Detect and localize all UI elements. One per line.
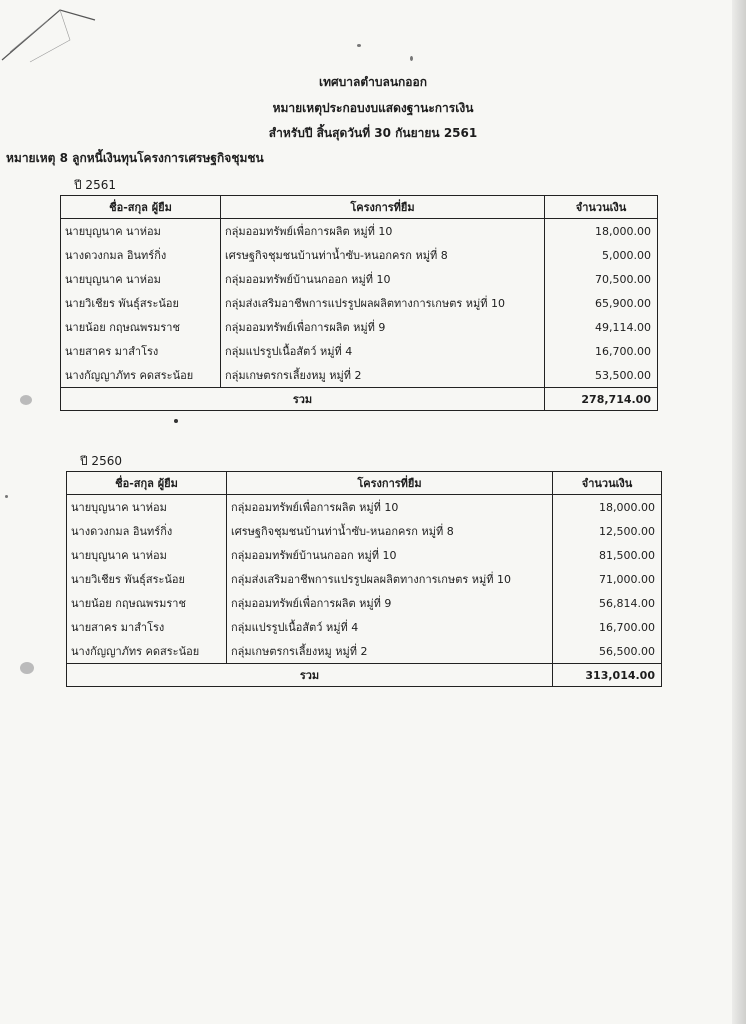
table-row	[61, 315, 658, 339]
column-header-amount: จำนวนเงิน	[545, 196, 658, 219]
scan-speck	[5, 495, 8, 498]
borrower-name: นายบุญนาค นาห่อม	[61, 219, 221, 244]
table-row	[67, 519, 662, 543]
project-name: กลุ่มส่งเสริมอาชีพการแปรรูปผลผลิตทางการเกษตร หมู่ที่ 10	[227, 567, 553, 591]
borrower-name: นายสาคร มาสำโรง	[67, 615, 227, 639]
total-row	[67, 664, 662, 687]
project-name: กลุ่มแปรรูปเนื้อสัตว์ หมู่ที่ 4	[221, 339, 545, 363]
table-row	[61, 339, 658, 363]
borrower-name: นายน้อย กฤษณพรมราช	[67, 591, 227, 615]
loan-amount: 16,700.00	[545, 339, 658, 363]
table-row	[67, 543, 662, 567]
loan-table-2560	[66, 471, 662, 687]
borrower-name: นายสาคร มาสำโรง	[61, 339, 221, 363]
table-header-row	[61, 196, 658, 219]
scan-speck	[20, 395, 32, 405]
loan-table-2561	[60, 195, 658, 411]
total-row	[61, 388, 658, 411]
loan-amount: 53,500.00	[545, 363, 658, 388]
table-row	[67, 495, 662, 520]
table-row	[61, 243, 658, 267]
column-header-amount: จำนวนเงิน	[553, 472, 662, 495]
table-row	[67, 567, 662, 591]
scan-speck	[357, 44, 361, 47]
loan-amount: 18,000.00	[545, 219, 658, 244]
year-2560-label: ปี 2560	[80, 454, 122, 468]
table-row	[61, 291, 658, 315]
table-header-row	[67, 472, 662, 495]
organization-name: เทศบาลตำบลนกออก	[319, 75, 427, 89]
borrower-name: นายวิเชียร พันธุ์สระน้อย	[67, 567, 227, 591]
column-header-name: ชื่อ-สกุล ผู้ยืม	[67, 472, 227, 495]
table-row	[61, 219, 658, 244]
total-label: รวม	[67, 664, 553, 687]
project-name: กลุ่มออมทรัพย์เพื่อการผลิต หมู่ที่ 10	[221, 219, 545, 244]
project-name: กลุ่มแปรรูปเนื้อสัตว์ หมู่ที่ 4	[227, 615, 553, 639]
project-name: กลุ่มออมทรัพย์เพื่อการผลิต หมู่ที่ 9	[221, 315, 545, 339]
borrower-name: นายน้อย กฤษณพรมราช	[61, 315, 221, 339]
column-header-project: โครงการที่ยืม	[227, 472, 553, 495]
table-row	[61, 363, 658, 388]
loan-amount: 70,500.00	[545, 267, 658, 291]
project-name: กลุ่มเกษตรกรเลี้ยงหมู หมู่ที่ 2	[227, 639, 553, 664]
project-name: กลุ่มออมทรัพย์เพื่อการผลิต หมู่ที่ 9	[227, 591, 553, 615]
table-row	[67, 591, 662, 615]
loan-amount: 12,500.00	[553, 519, 662, 543]
scan-speck	[410, 56, 413, 61]
loan-amount: 81,500.00	[553, 543, 662, 567]
project-name: เศรษฐกิจชุมชนบ้านท่าน้ำซับ-หนอกครก หมู่ที่ 8	[221, 243, 545, 267]
borrower-name: นายวิเชียร พันธุ์สระน้อย	[61, 291, 221, 315]
loan-amount: 49,114.00	[545, 315, 658, 339]
borrower-name: นางดวงกมล อินทร์กิ่ง	[67, 519, 227, 543]
scan-speck	[174, 419, 178, 423]
table-row	[61, 267, 658, 291]
scan-edge-shadow	[732, 0, 746, 1024]
column-header-project: โครงการที่ยืม	[221, 196, 545, 219]
year-2561-label: ปี 2561	[74, 178, 116, 192]
project-name: กลุ่มเกษตรกรเลี้ยงหมู หมู่ที่ 2	[221, 363, 545, 388]
total-amount: 313,014.00	[553, 664, 662, 687]
borrower-name: นางกัญญาภัทร คดสระน้อย	[67, 639, 227, 664]
loan-amount: 18,000.00	[553, 495, 662, 520]
statement-period: สำหรับปี สิ้นสุดวันที่ 30 กันยายน 2561	[268, 126, 478, 140]
table-row	[67, 615, 662, 639]
loan-amount: 16,700.00	[553, 615, 662, 639]
loan-amount: 65,900.00	[545, 291, 658, 315]
loan-amount: 56,500.00	[553, 639, 662, 664]
project-name: กลุ่มออมทรัพย์บ้านนกออก หมู่ที่ 10	[221, 267, 545, 291]
borrower-name: นายบุญนาค นาห่อม	[67, 495, 227, 520]
table-row	[67, 639, 662, 664]
borrower-name: นายบุญนาค นาห่อม	[67, 543, 227, 567]
column-header-name: ชื่อ-สกุล ผู้ยืม	[61, 196, 221, 219]
total-label: รวม	[61, 388, 545, 411]
project-name: กลุ่มออมทรัพย์บ้านนกออก หมู่ที่ 10	[227, 543, 553, 567]
note-title: หมายเหตุ 8 ลูกหนี้เงินทุนโครงการเศรษฐกิจชุมชน	[6, 151, 264, 165]
borrower-name: นางกัญญาภัทร คดสระน้อย	[61, 363, 221, 388]
total-amount: 278,714.00	[545, 388, 658, 411]
loan-amount: 56,814.00	[553, 591, 662, 615]
project-name: กลุ่มส่งเสริมอาชีพการแปรรูปผลผลิตทางการเกษตร หมู่ที่ 10	[221, 291, 545, 315]
scan-speck	[20, 662, 34, 674]
loan-amount: 5,000.00	[545, 243, 658, 267]
project-name: กลุ่มออมทรัพย์เพื่อการผลิต หมู่ที่ 10	[227, 495, 553, 520]
borrower-name: นายบุญนาค นาห่อม	[61, 267, 221, 291]
borrower-name: นางดวงกมล อินทร์กิ่ง	[61, 243, 221, 267]
project-name: เศรษฐกิจชุมชนบ้านท่าน้ำซับ-หนอกครก หมู่ที่ 8	[227, 519, 553, 543]
folded-corner-mark	[0, 0, 110, 80]
statement-subtitle: หมายเหตุประกอบงบแสดงฐานะการเงิน	[272, 101, 474, 115]
loan-amount: 71,000.00	[553, 567, 662, 591]
